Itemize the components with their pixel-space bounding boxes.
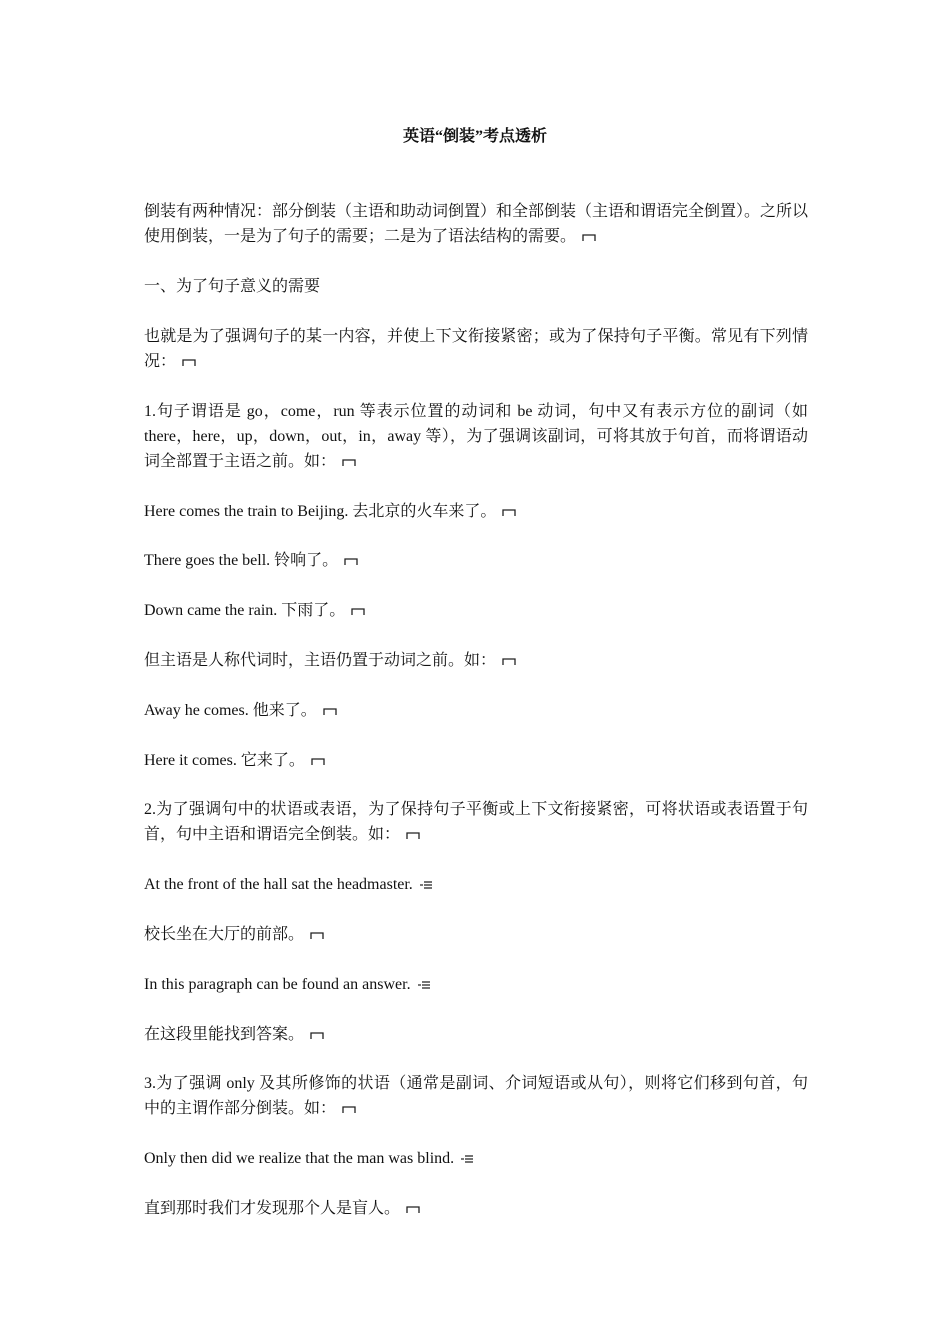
line-break-mark-icon bbox=[417, 979, 431, 991]
paragraph-text: Here comes the train to Beijing. 去北京的火车来了。 bbox=[144, 503, 497, 520]
example-sentence bbox=[144, 972, 808, 997]
paragraph-text: At the front of the hall sat the headmaster. bbox=[144, 876, 413, 893]
paragraph-mark-icon bbox=[310, 929, 324, 941]
example-translation bbox=[144, 1022, 808, 1047]
paragraph bbox=[144, 199, 808, 249]
example-sentence bbox=[144, 548, 808, 573]
example-sentence bbox=[144, 1146, 808, 1171]
paragraph-mark-icon bbox=[342, 456, 356, 468]
paragraph-mark-icon bbox=[310, 1029, 324, 1041]
line-break-mark-icon bbox=[460, 1153, 474, 1165]
paragraph-mark-icon bbox=[342, 1103, 356, 1115]
example-sentence bbox=[144, 748, 808, 773]
paragraph-text: 在这段里能找到答案。 bbox=[144, 1026, 305, 1043]
paragraph-text: 2.为了强调句中的状语或表语，为了保持句子平衡或上下文衔接紧密，可将状语或表语置于句首，句中主语和谓语完全倒装。如： bbox=[144, 801, 808, 843]
paragraph-text: Away he comes. 他来了。 bbox=[144, 702, 317, 719]
paragraph-text: 校长坐在大厅的前部。 bbox=[144, 926, 305, 943]
paragraph-text: 直到那时我们才发现那个人是盲人。 bbox=[144, 1200, 401, 1217]
example-sentence bbox=[144, 698, 808, 723]
paragraph-mark-icon bbox=[351, 605, 365, 617]
paragraph-text: 一、为了句子意义的需要 bbox=[144, 278, 321, 295]
example-translation bbox=[144, 1196, 808, 1221]
line-break-mark-icon bbox=[419, 879, 433, 891]
example-translation bbox=[144, 922, 808, 947]
example-sentence bbox=[144, 872, 808, 897]
paragraph-text: Here it comes. 它来了。 bbox=[144, 752, 305, 769]
paragraph-mark-icon bbox=[311, 755, 325, 767]
paragraph-text: 也就是为了强调句子的某一内容，并使上下文衔接紧密；或为了保持句子平衡。常见有下列情况： bbox=[144, 328, 808, 370]
paragraph-mark-icon bbox=[344, 555, 358, 567]
paragraph-text: Down came the rain. 下雨了。 bbox=[144, 602, 346, 619]
paragraph-mark-icon bbox=[406, 1203, 420, 1215]
paragraph-text: There goes the bell. 铃响了。 bbox=[144, 552, 339, 569]
example-sentence bbox=[144, 499, 808, 524]
paragraph bbox=[144, 648, 808, 673]
paragraph-text: 但主语是人称代词时，主语仍置于动词之前。如： bbox=[144, 652, 497, 669]
paragraph-mark-icon bbox=[323, 705, 337, 717]
paragraph-mark-icon bbox=[582, 231, 596, 243]
paragraph-text: 3.为了强调 only 及其所修饰的状语（通常是副词、介词短语或从句），则将它们移到句首，句中的主谓作部分倒装。如： bbox=[144, 1075, 808, 1117]
paragraph-text: 倒装有两种情况：部分倒装（主语和助动词倒置）和全部倒装（主语和谓语完全倒置）。之所以使用倒装，一是为了句子的需要；二是为了语法结构的需要。 bbox=[144, 203, 809, 245]
paragraph bbox=[144, 399, 808, 474]
paragraph-mark-icon bbox=[502, 506, 516, 518]
paragraph bbox=[144, 797, 808, 847]
paragraph-mark-icon bbox=[406, 829, 420, 841]
example-sentence bbox=[144, 598, 808, 623]
paragraph bbox=[144, 324, 808, 374]
paragraph-mark-icon bbox=[182, 356, 196, 368]
section-heading bbox=[144, 274, 808, 299]
paragraph-text: Only then did we realize that the man was blind. bbox=[144, 1150, 455, 1167]
paragraph-text: 1.句子谓语是 go，come，run 等表示位置的动词和 be 动词，句中又有表示方位的副词（如 there，here，up，down，out，in，away 等），为了强调该副词，可将其放于句首，而将谓语动词全部置于主语之前。如： bbox=[144, 403, 808, 470]
document-title: 英语“倒装”考点透析 bbox=[402, 128, 547, 145]
paragraph bbox=[144, 1071, 808, 1121]
paragraph-text: In this paragraph can be found an answer. bbox=[144, 976, 411, 993]
paragraph-mark-icon bbox=[502, 655, 516, 667]
